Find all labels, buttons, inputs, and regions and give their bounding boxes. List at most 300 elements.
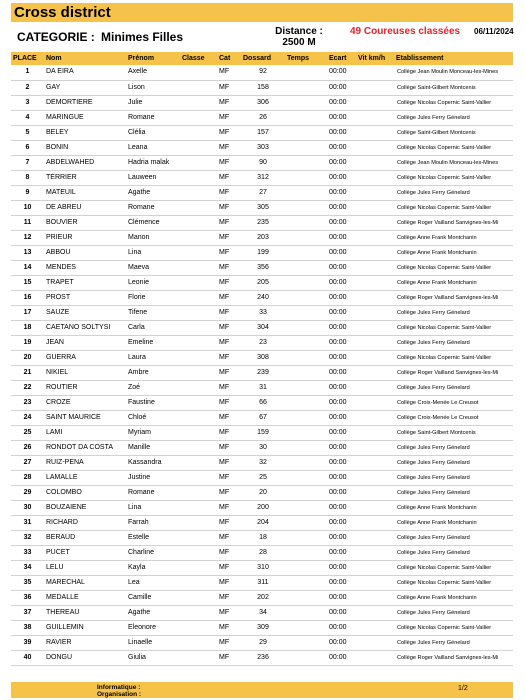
cell-temps <box>285 365 327 380</box>
cell-ecart: 00:00 <box>327 545 356 560</box>
cell-dossard: 304 <box>241 320 285 335</box>
cell-place: 24 <box>11 410 44 425</box>
cell-nom: TRAPET <box>44 275 126 290</box>
cell-prenom: Lina <box>126 500 180 515</box>
cell-prenom: Axelle <box>126 65 180 80</box>
cell-prenom: Giulia <box>126 650 180 665</box>
cell-etablissement: Collège Anne Frank Montchanin <box>394 230 513 245</box>
cell-vitesse <box>356 560 394 575</box>
cell-vitesse <box>356 245 394 260</box>
cell-temps <box>285 530 327 545</box>
cell-place: 6 <box>11 140 44 155</box>
cell-dossard: 18 <box>241 530 285 545</box>
cell-classe <box>180 170 217 185</box>
cell-place: 29 <box>11 485 44 500</box>
cell-nom: LAMI <box>44 425 126 440</box>
cell-prenom: Romane <box>126 200 180 215</box>
table-row <box>11 245 513 260</box>
cell-vitesse <box>356 635 394 650</box>
cell-temps <box>285 485 327 500</box>
cell-place: 28 <box>11 470 44 485</box>
cell-prenom: Lea <box>126 575 180 590</box>
cell-ecart: 00:00 <box>327 560 356 575</box>
cell-classe <box>180 80 217 95</box>
col-header-etablissement: Etablissement <box>394 52 513 65</box>
cell-ecart: 00:00 <box>327 80 356 95</box>
cell-dossard: 29 <box>241 635 285 650</box>
cell-etablissement: Collège Anne Frank Montchanin <box>394 245 513 260</box>
cell-temps <box>285 65 327 80</box>
cell-vitesse <box>356 470 394 485</box>
cell-nom: BOUZAIENE <box>44 500 126 515</box>
cell-dossard: 20 <box>241 485 285 500</box>
cell-classe <box>180 515 217 530</box>
table-row <box>11 395 513 410</box>
cell-nom: BONIN <box>44 140 126 155</box>
cell-nom: PUCET <box>44 545 126 560</box>
cell-vitesse <box>356 650 394 665</box>
cell-prenom: Agathe <box>126 605 180 620</box>
cell-cat: MF <box>217 590 241 605</box>
cell-ecart: 00:00 <box>327 530 356 545</box>
col-header-ecart: Ecart <box>327 52 356 65</box>
cell-place: 14 <box>11 260 44 275</box>
cell-classe <box>180 455 217 470</box>
cell-prenom: Farrah <box>126 515 180 530</box>
cell-etablissement: Collège Roger Vailland Sanvignes-les-Mi <box>394 290 513 305</box>
cell-vitesse <box>356 620 394 635</box>
cell-classe <box>180 485 217 500</box>
cell-cat: MF <box>217 560 241 575</box>
col-header-prenom: Prénom <box>126 52 180 65</box>
cell-ecart: 00:00 <box>327 155 356 170</box>
cell-place: 26 <box>11 440 44 455</box>
cell-prenom: Lauween <box>126 170 180 185</box>
cell-dossard: 90 <box>241 155 285 170</box>
cell-nom: BELEY <box>44 125 126 140</box>
cell-dossard: 308 <box>241 350 285 365</box>
cell-etablissement: Collège Jules Ferry Génelard <box>394 605 513 620</box>
table-row <box>11 590 513 605</box>
cell-vitesse <box>356 110 394 125</box>
col-header-place: PLACE <box>11 52 44 65</box>
cell-dossard: 203 <box>241 230 285 245</box>
cell-place: 32 <box>11 530 44 545</box>
cell-ecart: 00:00 <box>327 170 356 185</box>
cell-classe <box>180 200 217 215</box>
cell-nom: ABBOU <box>44 245 126 260</box>
cell-cat: MF <box>217 650 241 665</box>
cell-etablissement: Collège Anne Frank Montchanin <box>394 500 513 515</box>
cell-etablissement: Collège Nicolas Copernic Saint-Vallier <box>394 575 513 590</box>
cell-nom: ROUTIER <box>44 380 126 395</box>
cell-classe <box>180 275 217 290</box>
cell-temps <box>285 500 327 515</box>
cell-vitesse <box>356 200 394 215</box>
cell-place: 33 <box>11 545 44 560</box>
cell-nom: MARECHAL <box>44 575 126 590</box>
cell-etablissement: Collège Jules Ferry Génelard <box>394 485 513 500</box>
table-row <box>11 545 513 560</box>
footer-informatique-label: Informatique : <box>97 684 141 691</box>
cell-ecart: 00:00 <box>327 500 356 515</box>
cell-temps <box>285 350 327 365</box>
cell-temps <box>285 230 327 245</box>
cell-ecart: 00:00 <box>327 125 356 140</box>
cell-etablissement: Collège Nicolas Copernic Saint-Vallier <box>394 95 513 110</box>
cell-ecart: 00:00 <box>327 65 356 80</box>
cell-ecart: 00:00 <box>327 290 356 305</box>
cell-cat: MF <box>217 455 241 470</box>
cell-temps <box>285 605 327 620</box>
cell-prenom: Leonie <box>126 275 180 290</box>
cell-cat: MF <box>217 200 241 215</box>
cell-vitesse <box>356 320 394 335</box>
cell-temps <box>285 80 327 95</box>
cell-vitesse <box>356 230 394 245</box>
cell-etablissement: Collège Nicolas Copernic Saint-Vallier <box>394 320 513 335</box>
cell-etablissement: Collège Nicolas Copernic Saint-Vallier <box>394 350 513 365</box>
cell-temps <box>285 455 327 470</box>
table-row <box>11 320 513 335</box>
cell-classe <box>180 155 217 170</box>
cell-prenom: Julie <box>126 95 180 110</box>
cell-temps <box>285 470 327 485</box>
distance-value: 2500 M <box>282 37 316 48</box>
cell-cat: MF <box>217 515 241 530</box>
cell-cat: MF <box>217 350 241 365</box>
cell-etablissement: Collège Saint-Gilbert Montcenis <box>394 125 513 140</box>
cell-nom: LAMALLE <box>44 470 126 485</box>
cell-dossard: 31 <box>241 380 285 395</box>
cell-vitesse <box>356 305 394 320</box>
cell-place: 39 <box>11 635 44 650</box>
cell-etablissement: Collège Jean Moulin Monceau-les-Mines <box>394 155 513 170</box>
cell-temps <box>285 515 327 530</box>
cell-dossard: 34 <box>241 605 285 620</box>
table-row <box>11 470 513 485</box>
cell-vitesse <box>356 575 394 590</box>
cell-etablissement: Collège Jules Ferry Génelard <box>394 530 513 545</box>
table-row <box>11 650 513 665</box>
cell-place: 36 <box>11 590 44 605</box>
cell-nom: GUERRA <box>44 350 126 365</box>
cell-classe <box>180 320 217 335</box>
cell-temps <box>285 425 327 440</box>
cell-vitesse <box>356 155 394 170</box>
cell-prenom: Maeva <box>126 260 180 275</box>
cell-ecart: 00:00 <box>327 230 356 245</box>
cell-etablissement: Collège Croix-Menée Le Creusot <box>394 395 513 410</box>
cell-cat: MF <box>217 155 241 170</box>
cell-prenom: Carla <box>126 320 180 335</box>
cell-classe <box>180 620 217 635</box>
cell-etablissement: Collège Jules Ferry Génelard <box>394 110 513 125</box>
cell-vitesse <box>356 380 394 395</box>
cell-prenom: Hadria malak <box>126 155 180 170</box>
cell-dossard: 303 <box>241 140 285 155</box>
cell-place: 9 <box>11 185 44 200</box>
cell-cat: MF <box>217 500 241 515</box>
cell-nom: MENDES <box>44 260 126 275</box>
cell-cat: MF <box>217 545 241 560</box>
cell-nom: DA EIRA <box>44 65 126 80</box>
cell-temps <box>285 560 327 575</box>
cell-dossard: 204 <box>241 515 285 530</box>
cell-temps <box>285 335 327 350</box>
cell-dossard: 23 <box>241 335 285 350</box>
cell-nom: CAETANO SOLTYSI <box>44 320 126 335</box>
cell-cat: MF <box>217 290 241 305</box>
footer-organisation-label: Organisation : <box>97 691 142 698</box>
cell-etablissement: Collège Jules Ferry Génelard <box>394 440 513 455</box>
table-row <box>11 305 513 320</box>
table-row <box>11 635 513 650</box>
cell-vitesse <box>356 530 394 545</box>
cell-place: 22 <box>11 380 44 395</box>
table-row <box>11 275 513 290</box>
cell-vitesse <box>356 170 394 185</box>
cell-nom: RAVIER <box>44 635 126 650</box>
cell-classe <box>180 500 217 515</box>
cell-nom: DE ABREU <box>44 200 126 215</box>
cell-vitesse <box>356 65 394 80</box>
cell-cat: MF <box>217 440 241 455</box>
cell-vitesse <box>356 425 394 440</box>
cell-ecart: 00:00 <box>327 380 356 395</box>
cell-prenom: Manille <box>126 440 180 455</box>
cell-place: 4 <box>11 110 44 125</box>
cell-classe <box>180 635 217 650</box>
cell-temps <box>285 125 327 140</box>
cell-cat: MF <box>217 365 241 380</box>
cell-vitesse <box>356 545 394 560</box>
cell-dossard: 67 <box>241 410 285 425</box>
cell-temps <box>285 650 327 665</box>
cell-nom: GUILLEMIN <box>44 620 126 635</box>
cell-classe <box>180 560 217 575</box>
cell-etablissement: Collège Roger Vailland Sanvignes-les-Mi <box>394 365 513 380</box>
cell-etablissement: Collège Anne Frank Montchanin <box>394 590 513 605</box>
cell-nom: DEMORTIERE <box>44 95 126 110</box>
cell-ecart: 00:00 <box>327 365 356 380</box>
cell-dossard: 235 <box>241 215 285 230</box>
cell-cat: MF <box>217 275 241 290</box>
cell-place: 31 <box>11 515 44 530</box>
cell-cat: MF <box>217 170 241 185</box>
cell-nom: GAY <box>44 80 126 95</box>
cell-temps <box>285 140 327 155</box>
cell-dossard: 312 <box>241 170 285 185</box>
cell-dossard: 66 <box>241 395 285 410</box>
cell-ecart: 00:00 <box>327 410 356 425</box>
cell-prenom: Chloé <box>126 410 180 425</box>
table-row <box>11 110 513 125</box>
cell-classe <box>180 410 217 425</box>
cell-classe <box>180 365 217 380</box>
cell-temps <box>285 95 327 110</box>
table-row <box>11 620 513 635</box>
cell-vitesse <box>356 350 394 365</box>
cell-temps <box>285 635 327 650</box>
cell-temps <box>285 260 327 275</box>
cell-place: 13 <box>11 245 44 260</box>
cell-temps <box>285 575 327 590</box>
cell-dossard: 32 <box>241 455 285 470</box>
cell-vitesse <box>356 455 394 470</box>
cell-vitesse <box>356 95 394 110</box>
table-row <box>11 65 513 80</box>
cell-prenom: Eleonore <box>126 620 180 635</box>
cell-prenom: Zoé <box>126 380 180 395</box>
cell-etablissement: Collège Saint-Gilbert Montcenis <box>394 80 513 95</box>
cell-classe <box>180 470 217 485</box>
cell-classe <box>180 350 217 365</box>
cell-classe <box>180 95 217 110</box>
cell-dossard: 27 <box>241 185 285 200</box>
cell-cat: MF <box>217 110 241 125</box>
cell-nom: SAINT MAURICE <box>44 410 126 425</box>
cell-place: 5 <box>11 125 44 140</box>
cell-vitesse <box>356 590 394 605</box>
cell-place: 2 <box>11 80 44 95</box>
results-table <box>11 52 513 666</box>
cell-etablissement: Collège Jules Ferry Génelard <box>394 635 513 650</box>
table-row <box>11 80 513 95</box>
cell-cat: MF <box>217 605 241 620</box>
cell-vitesse <box>356 125 394 140</box>
cell-ecart: 00:00 <box>327 455 356 470</box>
cell-classe <box>180 305 217 320</box>
cell-ecart: 00:00 <box>327 515 356 530</box>
table-row <box>11 125 513 140</box>
distance-label: Distance : <box>275 26 323 37</box>
cell-ecart: 00:00 <box>327 575 356 590</box>
cell-dossard: 158 <box>241 80 285 95</box>
cell-place: 30 <box>11 500 44 515</box>
cell-dossard: 239 <box>241 365 285 380</box>
cell-dossard: 157 <box>241 125 285 140</box>
cell-nom: NIKIEL <box>44 365 126 380</box>
cell-dossard: 305 <box>241 200 285 215</box>
cell-cat: MF <box>217 530 241 545</box>
cell-ecart: 00:00 <box>327 95 356 110</box>
cell-temps <box>285 410 327 425</box>
cell-dossard: 30 <box>241 440 285 455</box>
race-date: 06/11/2024 <box>474 27 514 36</box>
cell-dossard: 26 <box>241 110 285 125</box>
cell-place: 11 <box>11 215 44 230</box>
cell-etablissement: Collège Nicolas Copernic Saint-Vallier <box>394 260 513 275</box>
cell-cat: MF <box>217 215 241 230</box>
table-row <box>11 140 513 155</box>
cell-classe <box>180 245 217 260</box>
cell-temps <box>285 185 327 200</box>
cell-ecart: 00:00 <box>327 140 356 155</box>
cell-prenom: Florie <box>126 290 180 305</box>
cell-classe <box>180 545 217 560</box>
cell-etablissement: Collège Nicolas Copernic Saint-Vallier <box>394 170 513 185</box>
cell-nom: SAUZE <box>44 305 126 320</box>
cell-prenom: Camille <box>126 590 180 605</box>
cell-temps <box>285 170 327 185</box>
cell-ecart: 00:00 <box>327 215 356 230</box>
cell-classe <box>180 530 217 545</box>
cell-prenom: Emeline <box>126 335 180 350</box>
cell-dossard: 33 <box>241 305 285 320</box>
cell-ecart: 00:00 <box>327 305 356 320</box>
cell-etablissement: Collège Jules Ferry Génelard <box>394 470 513 485</box>
table-row <box>11 605 513 620</box>
table-row <box>11 170 513 185</box>
cell-vitesse <box>356 395 394 410</box>
cell-etablissement: Collège Jules Ferry Génelard <box>394 380 513 395</box>
cell-prenom: Kayla <box>126 560 180 575</box>
cell-cat: MF <box>217 245 241 260</box>
cell-prenom: Kassandra <box>126 455 180 470</box>
cell-classe <box>180 335 217 350</box>
cell-temps <box>285 395 327 410</box>
cell-prenom: Leana <box>126 140 180 155</box>
cell-nom: DONGU <box>44 650 126 665</box>
cell-etablissement: Collège Roger Vailland Sanvignes-les-Mi <box>394 650 513 665</box>
table-row <box>11 575 513 590</box>
cell-classe <box>180 185 217 200</box>
cell-cat: MF <box>217 65 241 80</box>
cell-cat: MF <box>217 380 241 395</box>
cell-etablissement: Collège Saint-Gilbert Montcenis <box>394 425 513 440</box>
cell-classe <box>180 110 217 125</box>
cell-place: 10 <box>11 200 44 215</box>
table-row <box>11 200 513 215</box>
cell-cat: MF <box>217 260 241 275</box>
cell-cat: MF <box>217 470 241 485</box>
cell-temps <box>285 620 327 635</box>
cell-prenom: Estelle <box>126 530 180 545</box>
cell-prenom: Manon <box>126 230 180 245</box>
cell-vitesse <box>356 500 394 515</box>
col-header-temps: Temps <box>285 52 327 65</box>
cell-ecart: 00:00 <box>327 605 356 620</box>
cell-temps <box>285 320 327 335</box>
cell-etablissement: Collège Jules Ferry Génelard <box>394 545 513 560</box>
cell-nom: RICHARD <box>44 515 126 530</box>
cell-prenom: Faustine <box>126 395 180 410</box>
cell-place: 27 <box>11 455 44 470</box>
cell-prenom: Clémence <box>126 215 180 230</box>
table-row <box>11 185 513 200</box>
cell-classe <box>180 575 217 590</box>
cell-classe <box>180 125 217 140</box>
cell-ecart: 00:00 <box>327 335 356 350</box>
cell-temps <box>285 110 327 125</box>
cell-dossard: 309 <box>241 620 285 635</box>
table-row <box>11 335 513 350</box>
cell-cat: MF <box>217 425 241 440</box>
table-row <box>11 440 513 455</box>
cell-nom: COLOMBO <box>44 485 126 500</box>
cell-classe <box>180 425 217 440</box>
table-row <box>11 425 513 440</box>
cell-prenom: Laura <box>126 350 180 365</box>
cell-classe <box>180 395 217 410</box>
cell-place: 19 <box>11 335 44 350</box>
cell-place: 16 <box>11 290 44 305</box>
cell-nom: THEREAU <box>44 605 126 620</box>
cell-cat: MF <box>217 395 241 410</box>
cell-cat: MF <box>217 305 241 320</box>
cell-vitesse <box>356 515 394 530</box>
